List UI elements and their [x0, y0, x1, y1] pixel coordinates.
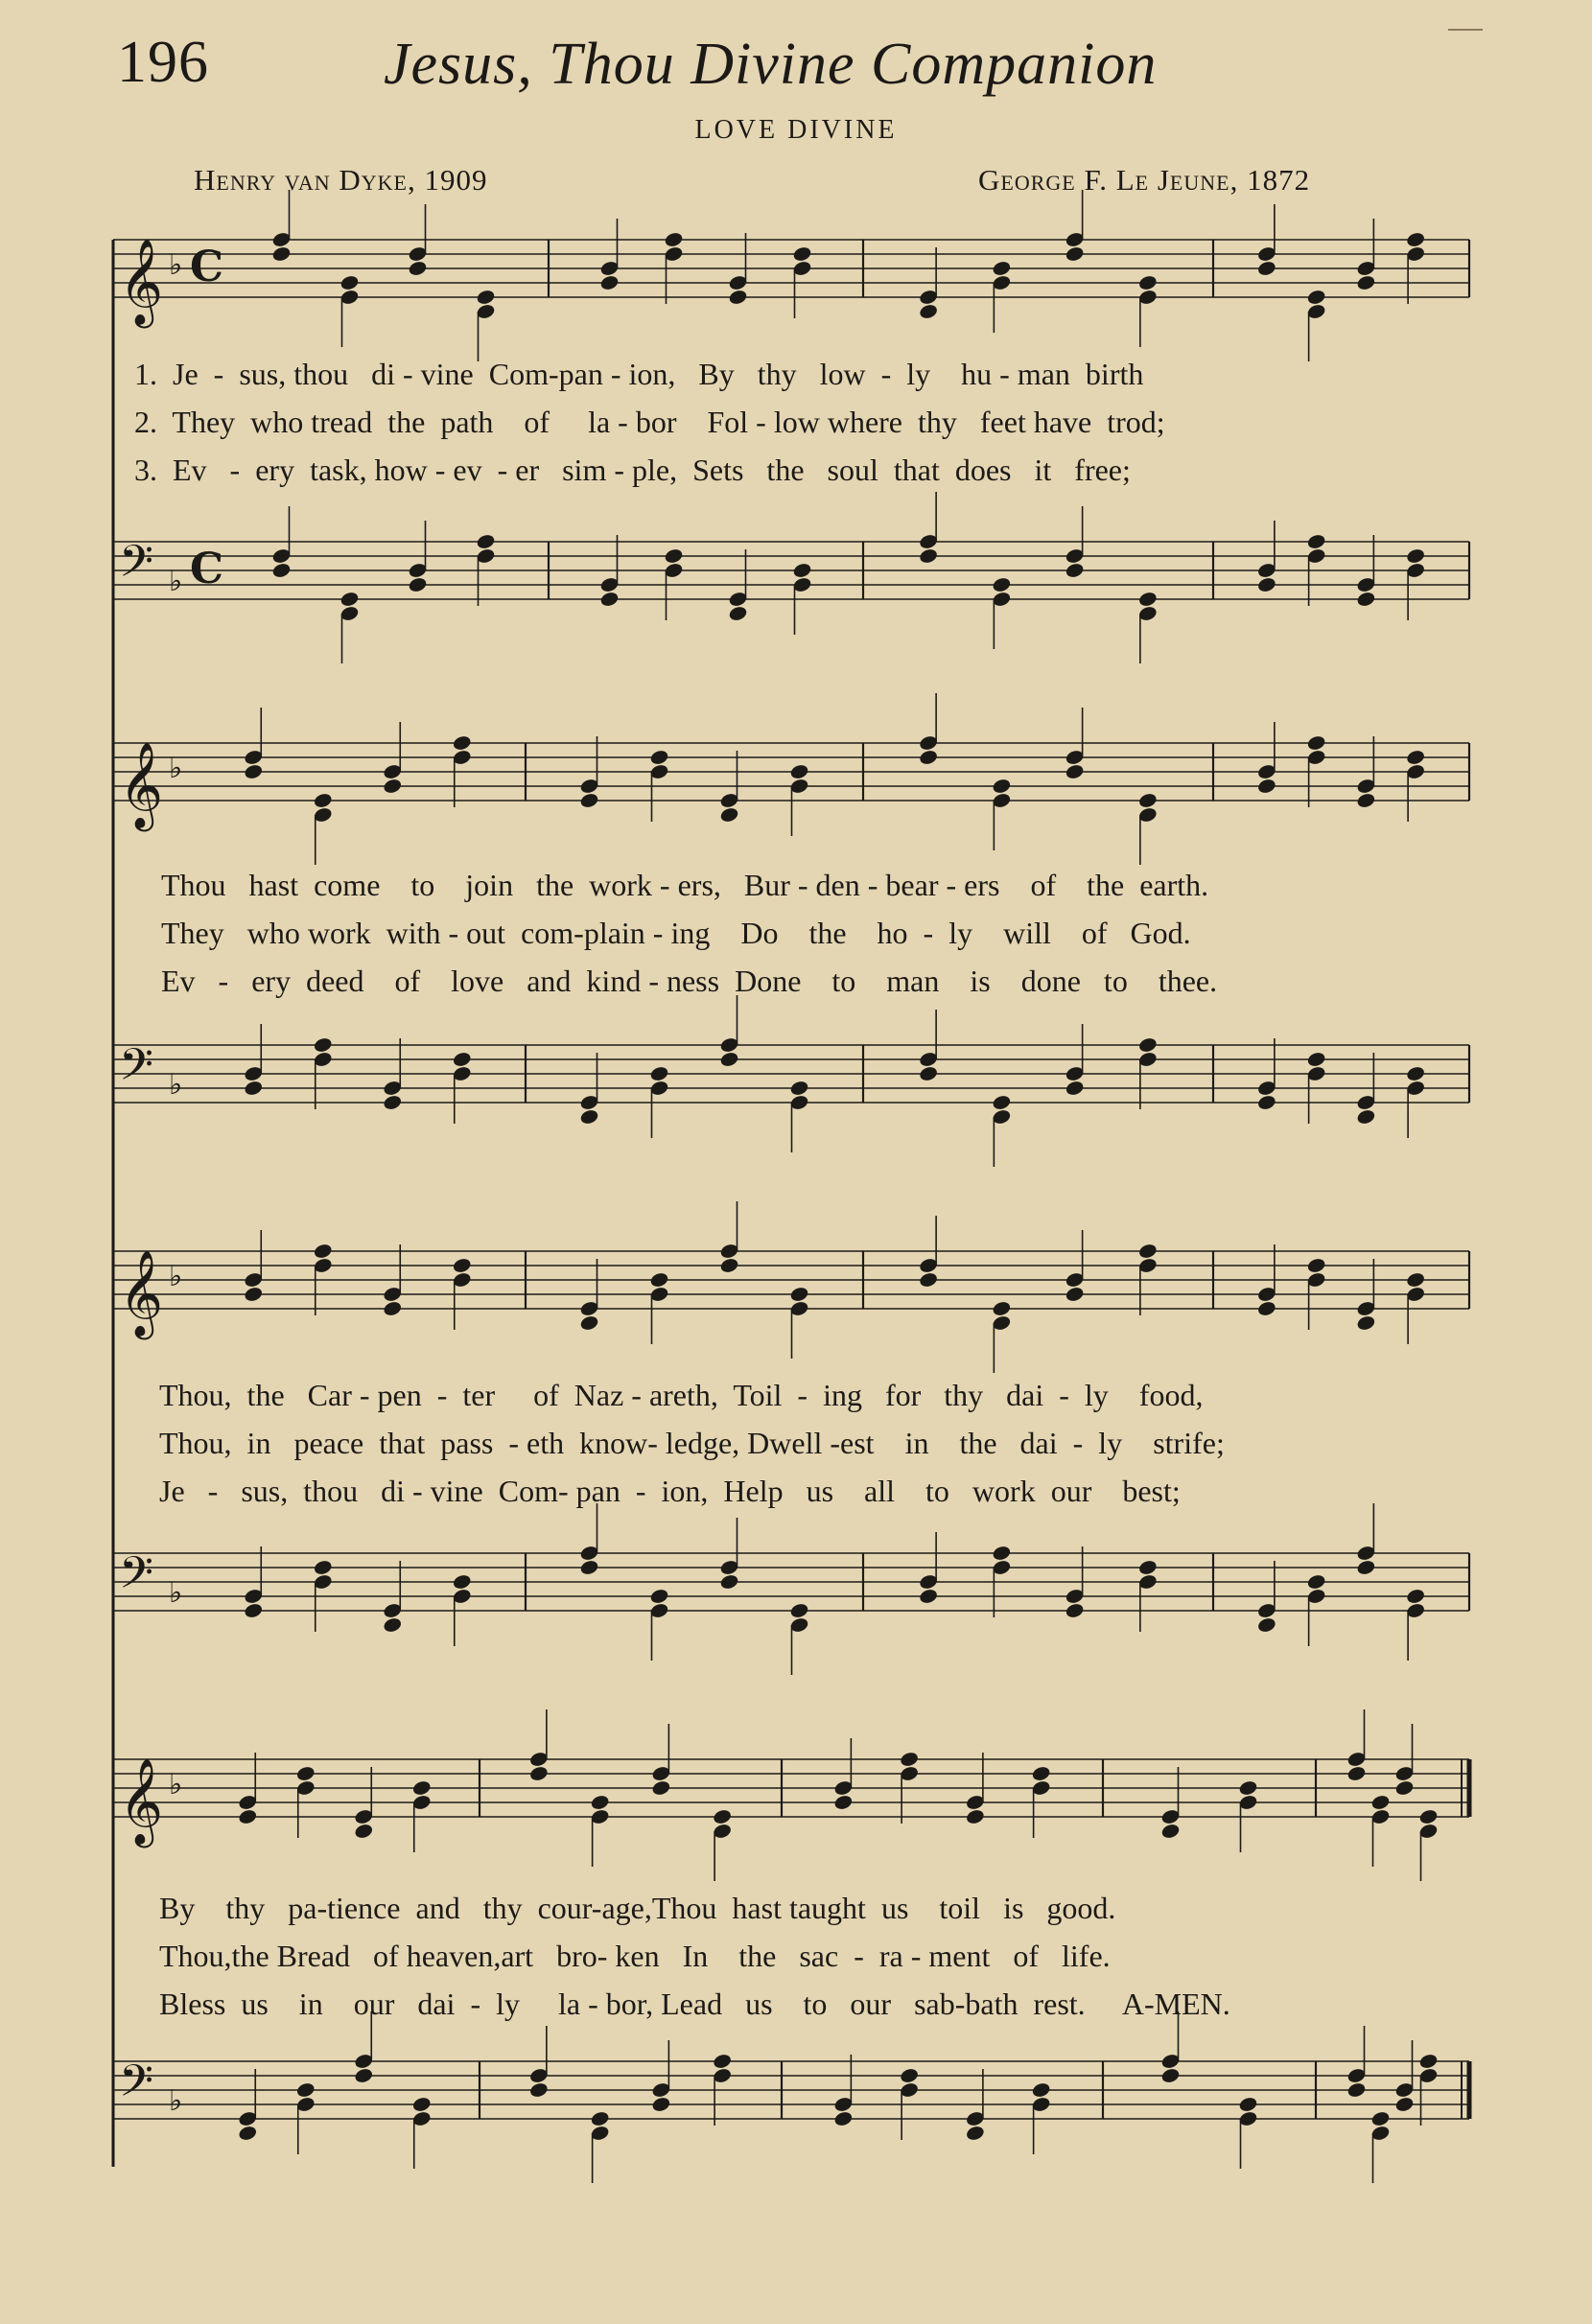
notehead	[528, 1765, 549, 1782]
notehead	[712, 1808, 732, 1825]
notehead	[918, 1588, 938, 1605]
notehead	[1370, 1794, 1391, 1811]
notehead	[579, 1559, 599, 1576]
notehead	[918, 303, 938, 320]
notehead	[313, 1036, 333, 1054]
notehead	[1065, 1602, 1085, 1619]
notehead	[918, 749, 938, 766]
notehead	[651, 1779, 671, 1797]
notehead	[1370, 2110, 1391, 2127]
notehead	[992, 1300, 1012, 1317]
composer-credit: George F. Le Jeune, 1872	[978, 163, 1311, 197]
notehead	[992, 260, 1012, 277]
lyric-line: 3. Ev - ery task, how - ev - er sim - ple, Sets the soul that does it free;	[134, 453, 1131, 487]
notehead	[383, 778, 403, 795]
notehead	[1238, 2096, 1258, 2113]
lyric-line: Thou, the Car - pen - ter of Naz - areth, Toil - ing for thy dai - ly food,	[159, 1378, 1204, 1412]
flat-key-signature-icon: ♭	[169, 1260, 183, 1293]
notehead	[899, 1751, 919, 1768]
notehead	[833, 2110, 854, 2127]
notehead	[1418, 2053, 1439, 2070]
notehead	[244, 1602, 264, 1619]
notehead	[1306, 289, 1326, 306]
hymn-number: 196	[117, 30, 209, 95]
author-credit: Henry van Dyke, 1909	[194, 163, 488, 197]
notehead	[452, 1051, 472, 1068]
notehead	[1256, 1616, 1276, 1634]
notehead	[965, 2125, 985, 2142]
lyric-line: Ev - ery deed of love and kind - ness Done to man is done to thee.	[161, 964, 1218, 998]
lyric-line: Bless us in our dai - ly la - bor, Lead us to our sab-bath rest. A-MEN.	[159, 1987, 1230, 2021]
notehead	[1306, 1051, 1326, 1068]
notehead	[1137, 792, 1158, 809]
notehead	[1256, 1300, 1276, 1317]
treble-clef-icon: 𝄞	[119, 239, 164, 325]
notehead	[528, 2081, 549, 2099]
treble-clef-icon: 𝄞	[119, 1250, 164, 1336]
flat-key-signature-icon: ♭	[169, 2084, 183, 2118]
notehead	[599, 274, 620, 291]
notehead	[383, 1094, 403, 1111]
notehead	[1356, 591, 1376, 608]
notehead	[476, 289, 496, 306]
notehead	[408, 576, 428, 593]
notehead	[383, 1300, 403, 1317]
notehead	[1405, 547, 1425, 565]
notehead	[238, 1808, 258, 1825]
notehead	[833, 1794, 854, 1811]
notehead	[992, 778, 1012, 795]
notehead	[408, 260, 428, 277]
lyric-line: 2. They who tread the path of la - bor Fol - low where thy feet have trod;	[134, 405, 1165, 439]
notehead	[1346, 1765, 1367, 1782]
notehead	[1356, 1108, 1376, 1126]
notehead	[649, 749, 669, 766]
lyric-line: Thou, in peace that pass - eth know- ledge, Dwell -est in the dai - ly strife;	[159, 1426, 1225, 1460]
notehead	[712, 2053, 732, 2070]
common-time-icon: C	[190, 545, 224, 593]
notehead	[238, 2125, 258, 2142]
notehead	[244, 1080, 264, 1097]
notehead	[244, 763, 264, 780]
notehead	[313, 792, 333, 809]
notehead	[719, 1573, 739, 1591]
notehead	[1137, 1243, 1158, 1260]
notehead	[1306, 1573, 1326, 1591]
notehead	[1356, 792, 1376, 809]
notehead	[792, 562, 812, 579]
bass-clef-icon: 𝄢	[119, 1547, 154, 1610]
notehead	[1306, 1257, 1326, 1274]
notehead	[992, 1545, 1012, 1562]
notehead	[649, 1065, 669, 1082]
notehead	[295, 2081, 316, 2099]
notehead	[1031, 1765, 1051, 1782]
notehead	[651, 2096, 671, 2113]
notehead	[1065, 245, 1085, 263]
notehead	[899, 2067, 919, 2084]
lyric-line: Thou hast come to join the work - ers, Bur - den - bear - ers of the earth.	[161, 868, 1209, 902]
notehead	[1137, 591, 1158, 608]
notehead	[295, 1765, 316, 1782]
notehead	[1065, 1286, 1085, 1303]
notehead	[1356, 1314, 1376, 1332]
notehead	[244, 1286, 264, 1303]
notehead	[339, 591, 360, 608]
notehead	[1346, 2081, 1367, 2099]
notehead	[1160, 2067, 1181, 2084]
notehead	[1306, 734, 1326, 752]
notehead	[1405, 1271, 1425, 1289]
notehead	[992, 1094, 1012, 1111]
lyric-line: They who work with - out com-plain - ing Do the ho - ly will of God.	[161, 916, 1191, 950]
notehead	[792, 245, 812, 263]
notehead	[1031, 2081, 1051, 2099]
notehead	[1405, 1065, 1425, 1082]
notehead	[271, 562, 292, 579]
notehead	[590, 2110, 610, 2127]
notehead	[1256, 576, 1276, 593]
notehead	[1394, 1779, 1415, 1797]
notehead	[579, 1108, 599, 1126]
notehead	[354, 1823, 374, 1840]
notehead	[1160, 1823, 1181, 1840]
flat-key-signature-icon: ♭	[169, 565, 183, 598]
lyric-line: 1. Je - sus, thou di - vine Com-pan - ion, By thy low - ly hu - man birth	[134, 357, 1144, 391]
notehead	[965, 1808, 985, 1825]
notehead	[452, 734, 472, 752]
notehead	[1065, 1080, 1085, 1097]
flat-key-signature-icon: ♭	[169, 1768, 183, 1801]
lyric-line: Thou,the Bread of heaven,art bro- ken In the sac - ra - ment of life.	[159, 1939, 1111, 1973]
notehead	[1356, 274, 1376, 291]
notehead	[1405, 749, 1425, 766]
notehead	[789, 1286, 809, 1303]
lyric-line: By thy pa-tience and thy cour-age,Thou hast taught us toil is good.	[159, 1891, 1116, 1925]
notehead	[599, 591, 620, 608]
notehead	[789, 763, 809, 780]
notehead	[649, 1588, 669, 1605]
lyric-line: Je - sus, thou di - vine Com- pan - ion, Help us all to work our best;	[159, 1474, 1181, 1508]
notehead	[411, 1779, 432, 1797]
common-time-icon: C	[190, 243, 224, 291]
notehead	[992, 576, 1012, 593]
notehead	[1256, 260, 1276, 277]
notehead	[579, 1314, 599, 1332]
notehead	[590, 1794, 610, 1811]
tune-name: LOVE DIVINE	[694, 115, 898, 145]
notehead	[452, 1573, 472, 1591]
notehead	[1256, 1094, 1276, 1111]
notehead	[1394, 2096, 1415, 2113]
notehead	[354, 2067, 374, 2084]
notehead	[918, 547, 938, 565]
notehead	[383, 1616, 403, 1634]
notehead	[1137, 1559, 1158, 1576]
notehead	[719, 1051, 739, 1068]
notehead	[1405, 231, 1425, 248]
notehead	[664, 547, 684, 565]
flat-key-signature-icon: ♭	[169, 1576, 183, 1610]
notehead	[1137, 1036, 1158, 1054]
notehead	[1065, 763, 1085, 780]
notehead	[1065, 562, 1085, 579]
notehead	[918, 1271, 938, 1289]
treble-clef-icon: 𝄞	[119, 1758, 164, 1845]
bass-clef-icon: 𝄢	[119, 2056, 154, 2118]
notehead	[1238, 1779, 1258, 1797]
notehead	[1137, 274, 1158, 291]
flat-key-signature-icon: ♭	[169, 1068, 183, 1102]
notehead	[579, 792, 599, 809]
notehead	[649, 1271, 669, 1289]
notehead	[719, 1257, 739, 1274]
bass-clef-icon: 𝄢	[119, 1039, 154, 1102]
notehead	[789, 1602, 809, 1619]
notehead	[1306, 533, 1326, 550]
hymn-title: Jesus, Thou Divine Companion	[384, 32, 1158, 97]
notehead	[476, 533, 496, 550]
notehead	[664, 231, 684, 248]
notehead	[313, 1559, 333, 1576]
notehead	[452, 1257, 472, 1274]
notehead	[918, 1065, 938, 1082]
flat-key-signature-icon: ♭	[169, 248, 183, 282]
treble-clef-icon: 𝄞	[119, 742, 164, 828]
notehead	[789, 1080, 809, 1097]
notehead	[411, 2096, 432, 2113]
notehead	[1405, 1588, 1425, 1605]
notehead	[339, 274, 360, 291]
notehead	[728, 605, 748, 622]
notehead	[1256, 778, 1276, 795]
flat-key-signature-icon: ♭	[169, 752, 183, 785]
notehead	[271, 245, 292, 263]
notehead	[728, 289, 748, 306]
bass-clef-icon: 𝄢	[119, 536, 154, 598]
notehead	[313, 1243, 333, 1260]
notehead	[1356, 1559, 1376, 1576]
notehead	[1418, 1808, 1439, 1825]
notehead	[719, 806, 739, 824]
